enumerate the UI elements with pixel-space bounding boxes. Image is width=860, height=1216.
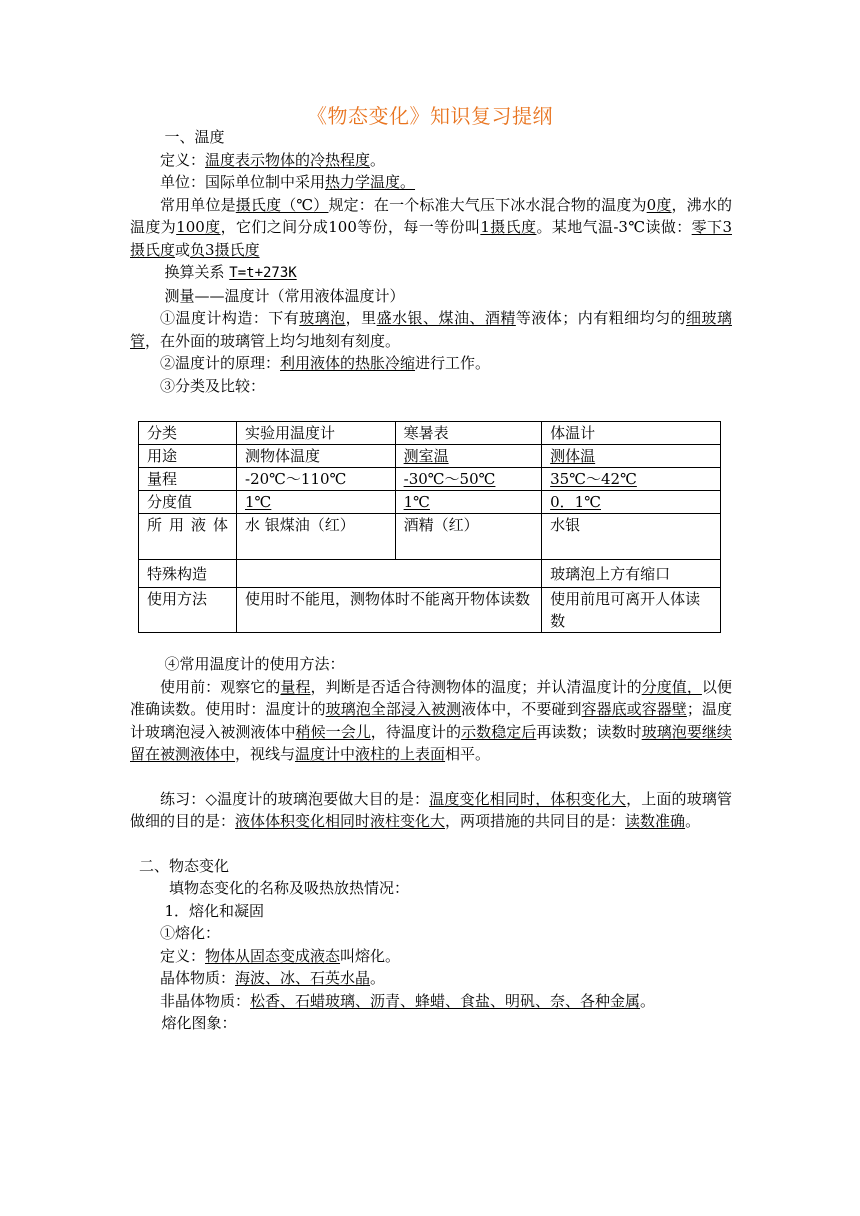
noncrystal-value: 松香、石蜡玻璃、沥青、蜂蜡、食盐、明矾、奈、各种金属 (250, 991, 641, 1010)
unit-line (130, 171, 732, 194)
table-cell (395, 468, 542, 491)
table-row (139, 445, 721, 468)
text-run: 晶体物质： (160, 969, 236, 987)
table-cell: -20℃～110℃ (237, 468, 396, 491)
document-title: 《物态变化》知识复习提纲 (307, 104, 553, 128)
definition-line (130, 149, 732, 172)
text-run: 进行工作。 (415, 354, 491, 372)
table-cell: 分度值 (139, 491, 237, 514)
container-term: 容器底或容器壁 (581, 700, 687, 718)
crystal-value: 海波、冰、石英水晶 (235, 969, 371, 987)
answer-2: 液体体积变化相同时液柱变化大 (235, 812, 446, 830)
table-cell: 玻璃泡上方有缩口 (542, 560, 721, 588)
text-run: 以便准确读数。使用时：温度计的 (130, 677, 732, 718)
table-cell: 实验用温度计 (237, 422, 396, 445)
tube-term: 细玻璃管 (130, 309, 732, 350)
cell-value: 0．1℃ (550, 493, 601, 511)
table-cell: 分类 (139, 422, 237, 445)
structure-paragraph (130, 307, 732, 352)
table-cell: 使用前甩可离开人体读数 (542, 588, 721, 633)
text-run: 。 (685, 812, 701, 830)
cell-value: 35℃～42℃ (550, 470, 637, 488)
table-row (139, 422, 721, 445)
table-cell: 测物体温度 (237, 445, 396, 468)
text-run: ，视线与 (235, 745, 296, 763)
melting-label: ①熔化： (160, 924, 221, 942)
text-run: ，沸水的温度为 (130, 195, 732, 236)
unit-value: 热力学温度。 (325, 173, 416, 191)
table-row (139, 491, 721, 514)
text-run: 使用前：观察它的 (160, 677, 281, 696)
text-run: ②温度计的原理： (160, 354, 281, 372)
melting-definition (130, 945, 732, 968)
range-term: 量程 (280, 677, 311, 696)
table-cell: 使用方法 (139, 588, 237, 633)
unit-label: 单位：国际单位制中采用 (160, 173, 326, 191)
definition-end: 。 (370, 150, 386, 169)
principle-line (130, 352, 732, 375)
one-celsius: 1摄氏度 (480, 218, 537, 236)
text-run: 定义： (160, 946, 206, 965)
text-run: 等液体；内有粗细均匀的 (515, 309, 687, 327)
text-run: 非晶体物质： (160, 991, 251, 1010)
cell-value: 1℃ (403, 493, 430, 511)
table-cell (395, 491, 542, 514)
celsius-term: 摄氏度（℃） (235, 195, 329, 214)
text-run: 叫熔化。 (340, 946, 401, 965)
cell-value: 测室温 (403, 447, 449, 465)
table-cell: 酒精（红） (395, 514, 542, 560)
exercise-paragraph (130, 788, 732, 833)
answer-1: 温度变化相同时，体积变化大 (429, 789, 627, 808)
conversion-formula: T=t+273K (229, 265, 297, 281)
table-cell: 使用时不能甩，测物体时不能离开物体读数 (237, 588, 542, 633)
text-run: ，它们之间分成100等份，每一等份叫 (220, 218, 481, 236)
text-run: 。 (640, 991, 656, 1010)
conversion-line (130, 261, 732, 285)
liquids-term: 盛水银、煤油、酒精 (376, 309, 516, 327)
text-run: 规定：在一个标准大气压下冰水混合物的温度为 (328, 195, 647, 214)
common-unit-paragraph (130, 194, 732, 262)
section-state-change-heading: 二、物态变化 (139, 856, 230, 875)
table-row (139, 514, 721, 560)
text-run: ①温度计构造：下有 (160, 309, 300, 327)
usage-paragraph (130, 676, 732, 766)
table-cell: 特殊构造 (139, 560, 237, 588)
zero-degree: 0度 (646, 195, 672, 214)
text-run: 相平。 (445, 745, 491, 763)
table-cell: 用途 (139, 445, 237, 468)
answer-3: 读数准确 (625, 812, 686, 830)
text-run: 液体中，不要碰到 (461, 700, 582, 718)
table-row (139, 468, 721, 491)
usage-heading: ④常用温度计的使用方法： (164, 655, 345, 673)
subsection-melting-heading: 1．熔化和凝固 (164, 901, 265, 920)
table-cell (542, 491, 721, 514)
text-run: 。 (370, 969, 386, 987)
stay-term: 玻璃泡要继续留在被测液体中 (130, 722, 732, 763)
table-cell: 水银 (542, 514, 721, 560)
measure-line: 测量——温度计（常用液体温度计） (164, 286, 405, 305)
stable-term: 示数稳定后 (461, 722, 537, 741)
immerse-term: 玻璃泡全部浸入被测 (325, 700, 462, 718)
definition-label: 定义： (160, 150, 206, 169)
conversion-label: 换算关系 (164, 263, 230, 281)
classify-line: ③分类及比较： (160, 376, 266, 395)
cell-value: -30℃～50℃ (403, 470, 496, 488)
fill-instruction: 填物态变化的名称及吸热放热情况： (169, 879, 410, 897)
text-run: ，在外面的玻璃管上均匀地刻有刻度。 (145, 331, 401, 350)
text-run: 常用单位是 (160, 195, 236, 214)
scale-term: 分度值， (641, 677, 702, 696)
document-body (130, 126, 732, 1035)
spacer (130, 766, 732, 788)
table-cell (542, 468, 721, 491)
sight-term: 温度计中液柱的上表面 (295, 745, 446, 763)
table-cell (395, 445, 542, 468)
reading-b: 负3摄氏度 (190, 240, 260, 259)
wait-term: 稍候一会儿 (295, 722, 371, 741)
hundred-degree: 100度 (176, 218, 221, 236)
table-cell (542, 445, 721, 468)
definition-value: 物体从固态变成液态 (205, 946, 341, 965)
melting-graph-label: 熔化图象： (161, 1014, 237, 1032)
text-run: ，上面的玻璃管做细的目的是： (130, 789, 732, 830)
text-run: 再读数；读数时 (536, 722, 642, 741)
text-run: ，两项措施的共同目的是： (445, 812, 626, 830)
text-run: 或 (175, 240, 191, 259)
section-temperature-heading: 一、温度 (164, 128, 225, 146)
table-cell: 水 银煤油（红） (237, 514, 396, 560)
cell-value: 1℃ (245, 493, 272, 511)
text-run: 练习：◇温度计的玻璃泡要做大目的是： (160, 789, 430, 808)
table-cell (237, 491, 396, 514)
text-run: ，判断是否适合待测物体的温度；并认清温度计的 (310, 677, 642, 696)
spacer (130, 833, 732, 855)
bulb-term: 玻璃泡 (299, 309, 346, 327)
text-run: ；温度计玻璃泡浸入被测液体中 (130, 700, 732, 741)
definition-value: 温度表示物体的冷热程度 (205, 150, 371, 169)
table-cell: 寒暑表 (395, 422, 542, 445)
text-run: ，里 (345, 309, 377, 327)
table-cell: 体温计 (542, 422, 721, 445)
thermometer-comparison-table (138, 421, 721, 633)
table-cell (237, 560, 542, 588)
noncrystal-line (130, 990, 732, 1013)
table-cell: 量程 (139, 468, 237, 491)
text-run: ，待温度计的 (370, 722, 462, 741)
table-row (139, 588, 721, 633)
crystal-line (130, 967, 732, 990)
spacer (130, 633, 732, 653)
table-cell: 所 用 液 体 (139, 514, 237, 560)
principle-term: 利用液体的热胀冷缩 (280, 354, 416, 372)
cell-value: 测体温 (550, 447, 596, 465)
table-row (139, 560, 721, 588)
text-run: 。某地气温-3℃读做： (536, 218, 692, 236)
reading-a: 零下3摄氏度 (130, 218, 732, 259)
